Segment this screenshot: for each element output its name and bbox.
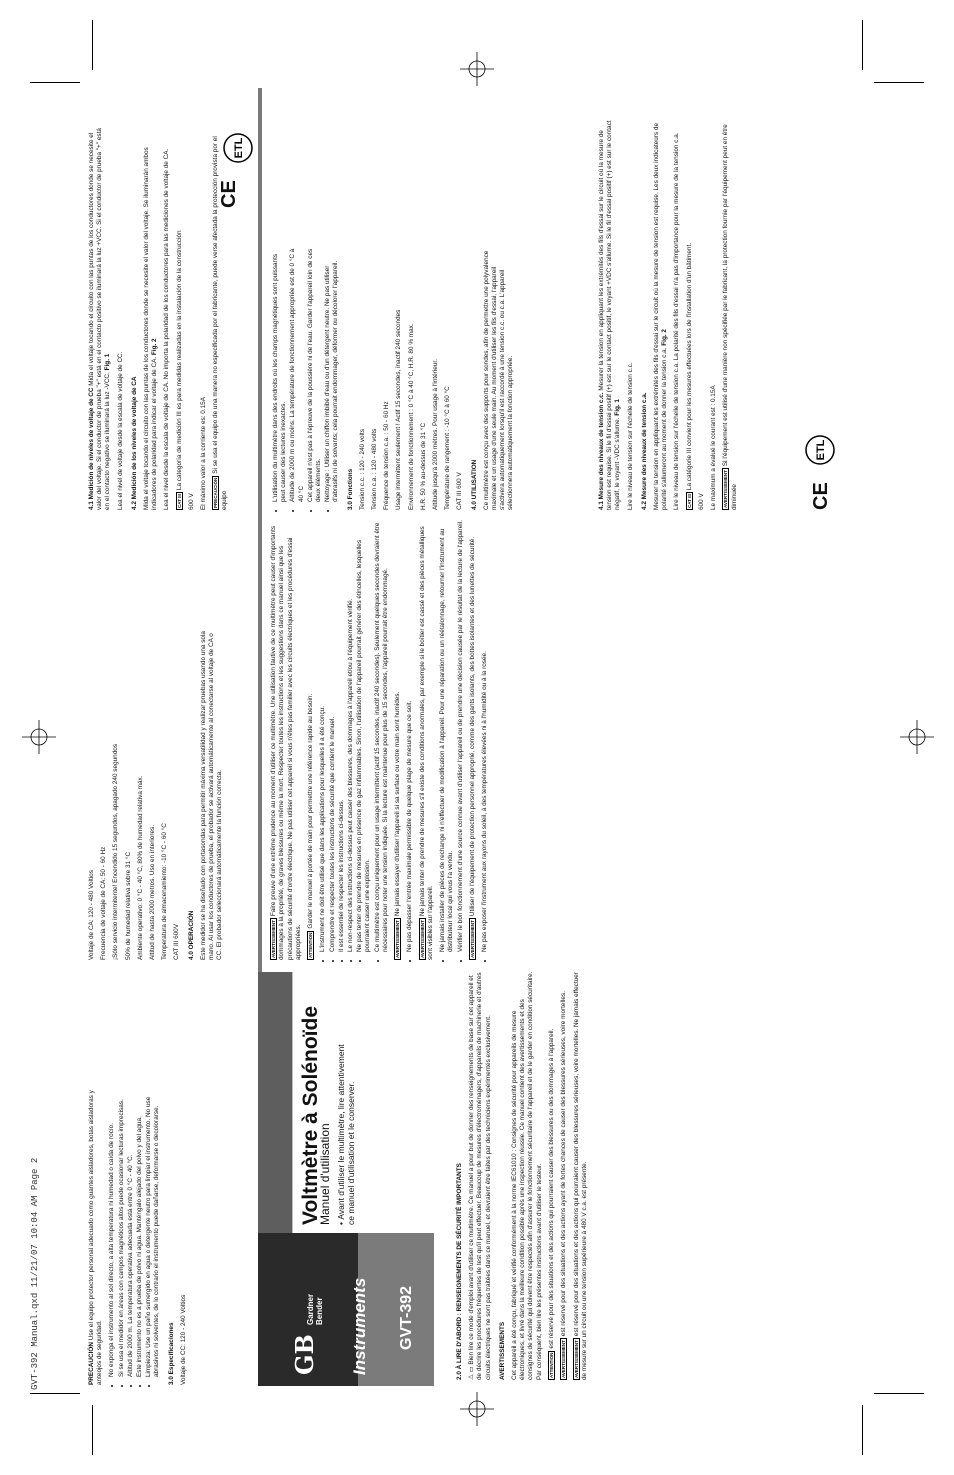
bullet-list: • L'utilisation du multimètre dans des endroits où les champs magnétiques sont puissants peut causer des lectures inexactes. • Altitude de 2000 m ou moins. La température de fonctionnement appropriée est de 0 °C à 40 °C • Cet appareil n'est pas à l'épreuve de la poussière ni de l'eau. Garder l'appareil loin de ces deux éléments. • Nettoyage : Utiliser un chiffon imbibé d'eau ou d'un détergent neutre. Ne pas utiliser d'abrasifs ni de solvants; cela pourrait endommager, déformer ou décolorer l'appareil. — [272, 240, 341, 510]
gb-logo-icon: GB — [290, 1334, 319, 1375]
crop-mark — [862, 20, 863, 70]
instruments-wordmark: Instruments — [350, 1277, 369, 1375]
divider — [258, 88, 262, 972]
section-heading: 4.0 OPERACIÓN — [187, 910, 195, 960]
registration-mark-icon — [900, 720, 934, 754]
section-heading: 4.0 UTILISATION — [470, 459, 478, 510]
french-column-1: 2.0 À LIRE D'ABORD : RENSEIGNEMENTS DE SÉCURITÉ IMPORTANTS ⚠ ▭ Bien lire ce mode d'emploi avant d'utiliser ce multimètre. Ce manuel a pour but de donner des renseignements de base sur cet appareil et de décrire les procédures fréquentes de test qu'il peut effectuer. Beaucoup de mesures d'électroménagers, d'appareils de machinerie et d'autres circuits électriques ne sont pas traitées dans ce manuel, et devraient être faites par des techniciens expérimentés exclusivement. AVERTISSEMENTS Cet appareil a été conçu, fabriqué et vérifié conformément à la norme IEC61010 : Consignes de sécurité pour appareils de mesure électroniques, et livré dans la meilleure condition possible après une inspection réussie. Ce manuel contient des avertissements et des consignes de sécurité qui doivent être respectés afin d'assurer le fonctionnement sécuritaire de l'appareil et de le garder en condition sécuritaire. Par conséquent, bien lire les présentes instructions avant d'utiliser le testeur. ATTENTIONest réservé pour des situations et des actions qui pourraient causer des blessures ou des dommages à l'appareil. AVERTISSEMENTest réservé pour des situations et des actions ayant de fortes chances de causer des blessures sérieuses, voire mortelles. AVERTISSEMENTest réservé pour des situations et des actions qui pourraient causer des blessures sérieuses, voire mortelles. Ne jamais effectuer de mesure sur un circuit ou une tension supérieure à 480 V c.a. est présente. — [456, 971, 588, 1380]
registration-mark-icon — [460, 1392, 494, 1426]
bullet-list: • Ne pas dépasser l'entrée maximale permissible de quelque plage de mesure que ce soit. — [406, 520, 414, 960]
section-heading: 3.0 Fonctions — [346, 468, 354, 510]
section-heading: 3.0 Especificaciones — [167, 1322, 175, 1385]
bullet-list: • Ne jamais installer de pièces de rechange ni n'effectuer de modification à l'appareil. Pour une réparation ou un réétalonnage, retourner l'instrument au distributeur local qui vous l'a vendu. • Vérifier le bon fonctionnement d'une source connue avant d'utiliser l'appareil ou de prendre une décision causée par le résultat de la lecture de l'appareil. — [439, 520, 465, 960]
section-heading: 4.2 Mesure des niveaux de tension c.a. — [640, 392, 648, 510]
page-title: Voltmètre à Solénoïde — [299, 1006, 322, 1225]
french-column-3: • L'utilisation du multimètre dans des endroits où les champs magnétiques sont puissants peut causer des lectures inexactes. • Altitude de 2000 m ou moins. La température de fonctionnement appropriée est de 0 °C à 40 °C • Cet appareil n'est pas à l'épreuve de la poussière ni de l'eau. Garder l'appareil loin de ces deux éléments. • Nettoyage : Utiliser un chiffon imbibé d'eau ou d'un détergent neutre. Ne pas utiliser d'abrasifs ni de solvants; cela pourrait endommager, déformer ou décolorer l'appareil. 3.0 Fonctions Tension c.c. : 120 - 240 volts Tension c.a. : 120 - 480 volts Fréquence de tension c.a. : 50 - 60 Hz Usage intermittent seulement ! Actif 15 secondes, inactif 240 secondes Environnement de fonctionnement : 0 °C à 40 °C, H.R. 80 % max. H.R. 50 % au-dessus de 31 °C Altitude jusqu'à 2000 mètres. Pour usage à l'intérieur. Température de rangement : -10 °C à 60 °C CAT III 600 V 4.0 UTILISATION Ce multimètre est conçu avec des supports pour sondes, afin de permettre une polyvalence maximale et un usage d'une seule main. Au moment d'utiliser les fils d'essai, l'appareil s'activera automatiquement lorsqu'il est raccordé à une tension c.c. ou c.a. L'appareil sélectionnera automatiquement la fonction appropriée. — [272, 240, 520, 510]
warning-icon: AVERTISSEMENT — [723, 470, 729, 508]
model-number: GVT-392 — [398, 1285, 415, 1350]
warning-icon: AVERTISSEMENT — [561, 1340, 567, 1378]
registration-mark-icon — [460, 52, 494, 86]
crop-mark — [874, 82, 924, 83]
bullet-list: • L'instrument ne doit être utilisé que dans les applications pour lesquelles il a été conçu. • Comprendre et respecter toutes les instructions de sécurité que contient le manuel. • Il est essentiel de respecter les instructions ci-dessus. • Le non-respect des instructions ci-dessus peut causer des blessures, des dommages à l'appareil et/ou à l'équipement vérifié. • Ne pas tenter de prendre de mesures en présence de gaz inflammables. Sinon, l'utilisation de l'appareil pourrait générer des étincelles, lesquelles pourraient causer une explosion. • Ce multimètre est conçu uniquement pour un usage intermittent (actif 15 secondes, inactif 240 secondes). Seulement quelques secondes devraient être nécessaires pour noter une tension indiquée. Si la lecture est maintenue pour plus de 15 secondes, l'appareil pourrait être endommagé. — [319, 520, 390, 960]
french-column-2: AVERTISSEMENTFaire preuve d'une extrême prudence au moment d'utiliser ce multimètre. Une utilisation fautive de ce multimètre peut causer d'importants dommages à la propriété, de graves blessures ou même la mort. Respecter toutes les instructions et les suggestions dans ce manuel ainsi que les précautions de sécurité d'ordre électrique. Ne pas utiliser cet appareil si vous n'êtes pas familier avec les circuits électriques et les procédures d'essai appropriées. ATTENTIONGarder le manuel à portée de main pour permettre une référence rapide au besoin. • L'instrument ne doit être utilisé que dans les applications pour lesquelles il a été conçu. • Comprendre et respecter toutes les instructions de sécurité que contient le manuel. • Il est essentiel de respecter les instructions ci-dessus. • Le non-respect des instructions ci-dessus peut causer des blessures, des dommages à l'appareil et/ou à l'équipement vérifié. • Ne pas tenter de prendre de mesures en présence de gaz inflammables. Sinon, l'utilisation de l'appareil pourrait générer des étincelles, lesquelles pourraient causer une explosion. • Ce multimètre est conçu uniquement pour un usage intermittent (actif 15 secondes, inactif 240 secondes). Seulement quelques secondes devraient être nécessaires pour noter une tension indiquée. Si la lecture est maintenue pour plus de 15 secondes, l'appareil pourrait être endommagé. AVERTISSEMENTNe jamais essayer d'utiliser l'appareil si sa surface ou votre main sont humides. • Ne pas dépasser l'entrée maximale permissible de quelque plage de mesure que ce soit. AVERTISSEMENTNe jamais tenter de prendre de mesures s'il existe des conditions anormales, par exemple si le boîtier est cassé et des pièces métalliques sont visibles sur l'appareil. • Ne jamais installer de pièces de rechange ni n'effectuer de modification à l'appareil. Pour une réparation ou un réétalonnage, retourner l'instrument au distributeur local qui vous l'a vendu. • Vérifier le bon fonctionnement d'une source connue avant d'utiliser l'appareil ou de prendre une décision causée par le résultat de la lecture de l'appareil. AVERTISSEMENTUtiliser de l'équipement de protection personnel approprié, comme des gants isolants, des bottes isolantes et des lunettes de sécurité. • Ne pas exposer l'instrument aux rayons du soleil, à des températures élevées ni à l'humidité ou à la rosée. — [270, 520, 493, 960]
spanish-column-3: 4.1 Medición de niveles de voltaje de CC Mida el voltaje tocando el circuito con las puntas de los conductores donde se necesite el valor del voltaje. Si el conductor de prueba "+" está en el contacto positivo se iluminará la luz +VCC. Si el conductor de prueba "+" está en el contacto negativo se iluminará la luz -VCC. Fig. 1 Lea el nivel de voltaje desde la escala de voltaje de CC. 4.2 Medición de los niveles de voltaje de CA Mida el voltaje tocando el circuito con las puntas de los conductores donde se necesite el valor del voltaje. Se iluminarán ambos indicadores de polaridad para indicar el voltaje de CA. Fig. 2 Lea el nivel desde la escala de voltaje de CA. No importa la polaridad de los conductores para las mediciones de voltaje de CA. CAT IIILa categoría de medición III es para medidas realizadas en la instalación de la construcción 600 V El máximo valor a la corriente es: 0.15A PRECAUCIÓNSi se usa el equipo de una manera no especificada por el fabricante, puede verse afectada la protección provista por el equipo — [88, 125, 233, 510]
warning-icon: AVERTISSEMENT — [573, 1340, 579, 1378]
svg-text:ETL: ETL — [233, 137, 245, 159]
bullet-icon: • — [336, 1219, 346, 1225]
subtitle: Manuel d'utilisation — [318, 1123, 332, 1225]
company-name: Gardner Bender — [306, 1293, 324, 1325]
etl-mark-icon — [218, 128, 258, 168]
file-header: GVT-392 Manual.qxd 11/21/07 10:04 AM Page 2 — [30, 1157, 40, 1390]
warning-icon: PRECAUCIÓN — [213, 477, 219, 508]
section-heading: 2.0 À LIRE D'ABORD : RENSEIGNEMENTS DE SÉCURITÉ IMPORTANTS — [456, 1163, 463, 1380]
cover-bullet: • Avant d'utiliser le multimètre, lire attentivement ce manuel d'utilisation et le conserver. — [336, 1044, 356, 1225]
ce-mark-icon: CE — [810, 482, 832, 510]
crop-mark — [30, 82, 80, 83]
french-column-4: 4.1 Mesure des niveaux de tension c.c. Mesurer la tension en appliquant les extrémités des fils d'essai sur le circuit où la mesure de tension est requise. Si le fil d'essai positif (+) est sur le contact positif, le voyant +VDC s'allume. Si le fil d'essai positif (+) est sur le contact négatif, le voyant -VDC s'allume. Fig. 1 Lire le niveau de tension sur l'échelle de tension c.c. 4.2 Mesure des niveaux de tension c.a. Mesurer la tension en appliquant les extrémités des fils d'essai sur le circuit où la mesure de tension est requise. Les deux indicateurs de polarité s'allumeront au moment de donner la tension c.a. Fig. 2 Lire le niveau de tension sur l'échelle de tension c.a. La polarité des fils d'essai n'a pas d'importance pour la mesure de la tension c.a. CAT IIILa catégorie III convient pour les mesures effectuées lors de l'installation d'un bâtiment. 600 V Le maximum a évalué le courant est : 0.15A AVERTISSEMENTSi l'équipement est utilisé d'une manière non spécifiée par le fabricant, la protection fournie par l'équipement peut en être diminuée — [598, 120, 738, 510]
spanish-column-2: Voltaje de CA: 120 - 480 Voltios Frecuencia de voltaje de CA: 50 - 60 Hz ¡Sólo servicio intermitente! Encendido 15 segundos, apagado 240 segundos 50% de humedad relativa sobre 31 °C Ambiente operativo: 0 °C - 40 °C, 80% de humedad relativa máx. Altitud de hasta 2000 metros. Uso en interiores. Temperatura de almacenamiento: -10 °C - 60 °C CAT III 600V 4.0 OPERACIÓN Este medidor se ha diseñado con portasondas para permitir máxima versatilidad y realizar pruebas usando una sola mano. Al usar los conductores de prueba, el probador se activará automáticamente al conectarse al voltaje de CA o CC. El probador seleccionará automáticamente la función correcta. — [88, 631, 224, 960]
ce-mark-icon: CE — [218, 180, 240, 208]
caution-icon: ATTENTION — [308, 932, 313, 958]
crop-mark — [92, 1405, 93, 1455]
registration-mark-icon — [22, 720, 56, 754]
cat-iii-icon: CAT III — [176, 494, 182, 508]
svg-text:ETL: ETL — [815, 439, 827, 461]
caution-icon: ATTENTION — [548, 1352, 554, 1378]
info-icon: ⚠ ▭ — [468, 1364, 476, 1380]
section-heading: 4.2 Medición de los niveles de voltaje de CA — [130, 376, 138, 510]
warning-icon: AVERTISSEMENT — [469, 920, 475, 958]
spanish-column-1: PRECAUCIÓN Use el equipo protector personal adecuado como guantes aisladores, botas aisladoras y anteojos de seguridad. • No exponga el instrumento al sol directo, a alta temperatura ni humedad o caída de rocío. • Si se usa el medidor en áreas con campos magnéticos altos puede ocasionar lecturas imprecisas. • Altitud de 2000 m. La temperatura operativa adecuada está entre 0 °C - 40 °C. • Este instrumento no es a prueba de polvo ni agua. Manténgalo alejado del polvo y del agua. • Limpieza: Use un paño sumergido en agua o detergente neutro para limpiar el instrumento. No use abrasivos ni solventes, de lo contrario el instrumento puede dañarse, deformarse o decolorarse. 3.0 Especificaciones Voltaje de CC: 120 - 240 Voltios — [88, 1085, 192, 1385]
warning-icon: AVERTISSEMENT — [271, 920, 276, 958]
crop-mark — [30, 1393, 80, 1394]
crop-mark — [874, 1393, 924, 1394]
crop-mark — [92, 20, 93, 70]
bullet-list: • No exponga el instrumento al sol directo, a alta temperatura ni humedad o caída de rocío. • Si se usa el medidor en áreas con campos magnéticos altos puede ocasionar lecturas imprecisas. • Altitud de 2000 m. La temperatura operativa adecuada está entre 0 °C - 40 °C. • Este instrumento no es a prueba de polvo ni agua. Manténgalo alejado del polvo y del agua. • Limpieza: Use un paño sumergido en agua o detergente neutro para limpiar el instrumento. No use abrasivos ni solventes, de lo contrario el instrumento puede dañarse, deformarse o decolorarse. — [108, 1085, 161, 1385]
warning-icon: AVERTISSEMENT — [395, 920, 401, 958]
crop-mark — [862, 1405, 863, 1455]
section-heading: AVERTISSEMENTS — [498, 1321, 506, 1380]
warning-icon: AVERTISSEMENT — [419, 920, 425, 958]
etl-mark-icon — [800, 430, 840, 470]
bullet-list: • Ne pas exposer l'instrument aux rayons du soleil, à des températures élevées ni à l'humidité ou à la rosée. — [481, 520, 489, 960]
cat-iii-icon: CAT III — [686, 494, 692, 508]
